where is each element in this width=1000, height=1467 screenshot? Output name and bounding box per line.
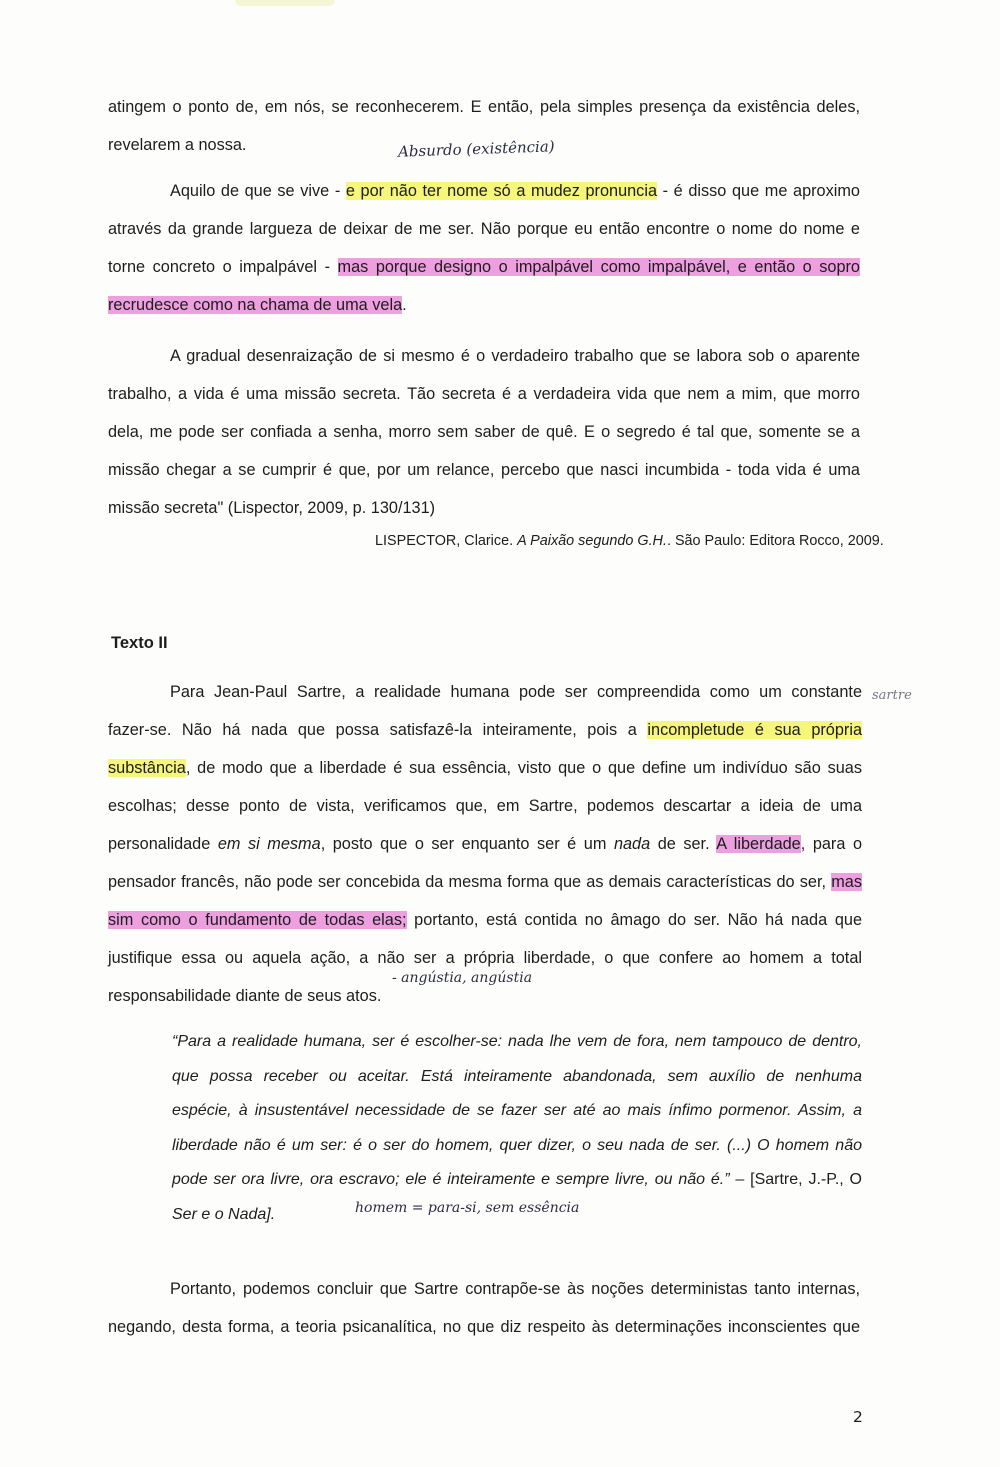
handwritten-note: sartre: [872, 688, 912, 703]
text-segment: pensador francês, não pode ser concebida da mesma forma que as demais características do ser,: [108, 873, 832, 891]
text-line: responsabilidade diante de seus atos.: [108, 987, 382, 1005]
text-segment: , para o: [800, 835, 862, 853]
text-line: [108, 749, 862, 787]
text-segment: personalidade: [108, 835, 218, 853]
text-line: [108, 901, 862, 939]
paragraph-final: [108, 1270, 860, 1346]
highlighted-text: mas: [831, 873, 862, 891]
text-line: missão secreta" (Lispector, 2009, p. 130/131): [108, 499, 436, 517]
text-segment: , posto que o ser enquanto ser é um: [320, 835, 614, 853]
text-line: [108, 286, 860, 324]
text-line: dela, me pode ser confiada a senha, morro sem saber de quê. E o segredo é tal que, somente se a: [108, 423, 860, 441]
italic-text: nada: [613, 835, 651, 853]
handwritten-note: homem = para-si, sem essência: [355, 1200, 580, 1216]
page-number: 2: [853, 1408, 863, 1426]
text-line: [108, 825, 862, 863]
highlighted-text: recrudesce como na chama de uma vela: [108, 296, 403, 314]
handwritten-note: - angústia, angústia: [392, 970, 533, 986]
text-line: [108, 248, 860, 286]
quote-line: espécie, à insustentável necessidade de se fazer ser até ao mais ínfimo pormenor. Assim, a: [172, 1102, 862, 1119]
quote-line: liberdade não é um ser: é o ser do homem, quer dizer, o seu nada de ser. (...) O homem não: [172, 1136, 862, 1154]
quote-segment: pode ser ora livre, ora escravo; ele é inteiramente e sempre livre, ou não é.” –: [172, 1171, 751, 1188]
quote-line: que possa receber ou aceitar. Está inteiramente abandonada, sem auxílio de nenhuma: [172, 1067, 862, 1085]
text-line: [108, 711, 862, 749]
text-line: trabalho, a vida é uma missão secreta. Tão secreta é a verdadeira vida que nem a mim, que morro: [108, 385, 860, 403]
quote-citation: [Sartre, J.-P., O: [750, 1171, 862, 1188]
text-line: [108, 863, 862, 901]
text-segment: portanto, está contida no âmago do ser. Não há nada que: [406, 911, 862, 929]
text-segment: fazer-se. Não há nada que possa satisfazê-la inteiramente, pois a: [108, 721, 648, 739]
highlighted-text: e por não ter nome só a mudez pronuncia: [345, 182, 657, 200]
reference-publisher: . São Paulo: Editora Rocco, 2009.: [666, 533, 884, 549]
section-title: Texto II: [111, 634, 168, 652]
text-line: através da grande largueza de deixar de me ser. Não porque eu então encontre o nome do nome e: [108, 220, 860, 238]
quote-line: Ser e o Nada].: [172, 1205, 276, 1223]
text-segment: , de modo que a liberdade é sua essência, visto que o que define um indivíduo são suas: [185, 759, 862, 777]
bibliographic-reference: [375, 533, 884, 549]
paragraph-3: [108, 337, 860, 527]
italic-text: em si mesma: [217, 835, 321, 853]
highlighted-text: sim como o fundamento de todas elas;: [108, 911, 407, 929]
text-segment: Aquilo de que se vive -: [170, 182, 346, 200]
text-line: [108, 172, 860, 210]
text-segment: .: [402, 296, 407, 314]
text-line: escolhas; desse ponto de vista, verificamos que, em Sartre, podemos descartar a ideia de uma: [108, 797, 862, 815]
paragraph-text2: [108, 673, 862, 1015]
highlighted-text: substância: [108, 759, 186, 777]
text-line: Para Jean-Paul Sartre, a realidade humana pode ser compreendida como um constante: [170, 683, 862, 701]
text-segment: de ser.: [650, 835, 717, 853]
text-segment: - é disso que me aproximo: [657, 182, 860, 200]
quote-line: [172, 1163, 862, 1198]
highlighted-text: incompletude é sua própria: [647, 721, 862, 739]
highlighted-text: A liberdade: [716, 835, 801, 853]
text-line: atingem o ponto de, em nós, se reconhecerem. E então, pela simples presença da existência deles,: [108, 98, 860, 116]
highlighted-text: mas porque designo o impalpável como impalpável, e então o sopro: [337, 258, 860, 276]
paragraph-2: [108, 172, 860, 324]
text-line: justifique essa ou aquela ação, a não ser a própria liberdade, o que confere ao homem a total: [108, 949, 862, 967]
text-line: missão chegar a se cumprir é que, por um relance, percebo que nasci incumbida - toda vida é uma: [108, 461, 860, 479]
text-segment: torne concreto o impalpável -: [108, 258, 338, 276]
quote-line: “Para a realidade humana, ser é escolher-se: nada lhe vem de fora, nem tampouco de dentro,: [172, 1033, 862, 1050]
text-line: Portanto, podemos concluir que Sartre contrapõe-se às noções deterministas tanto internas,: [170, 1280, 860, 1298]
reference-author: LISPECTOR, Clarice.: [375, 533, 518, 549]
scan-edge-mark: [235, 0, 335, 6]
text-line: negando, desta forma, a teoria psicanalítica, no que diz respeito às determinações inconscientes que: [108, 1318, 860, 1336]
text-line: revelarem a nossa.: [108, 136, 247, 154]
handwritten-note: Absurdo (existência): [397, 137, 555, 161]
text-line: A gradual desenraização de si mesmo é o verdadeiro trabalho que se labora sob o aparente: [170, 347, 860, 365]
reference-title: A Paixão segundo G.H.: [517, 533, 667, 549]
